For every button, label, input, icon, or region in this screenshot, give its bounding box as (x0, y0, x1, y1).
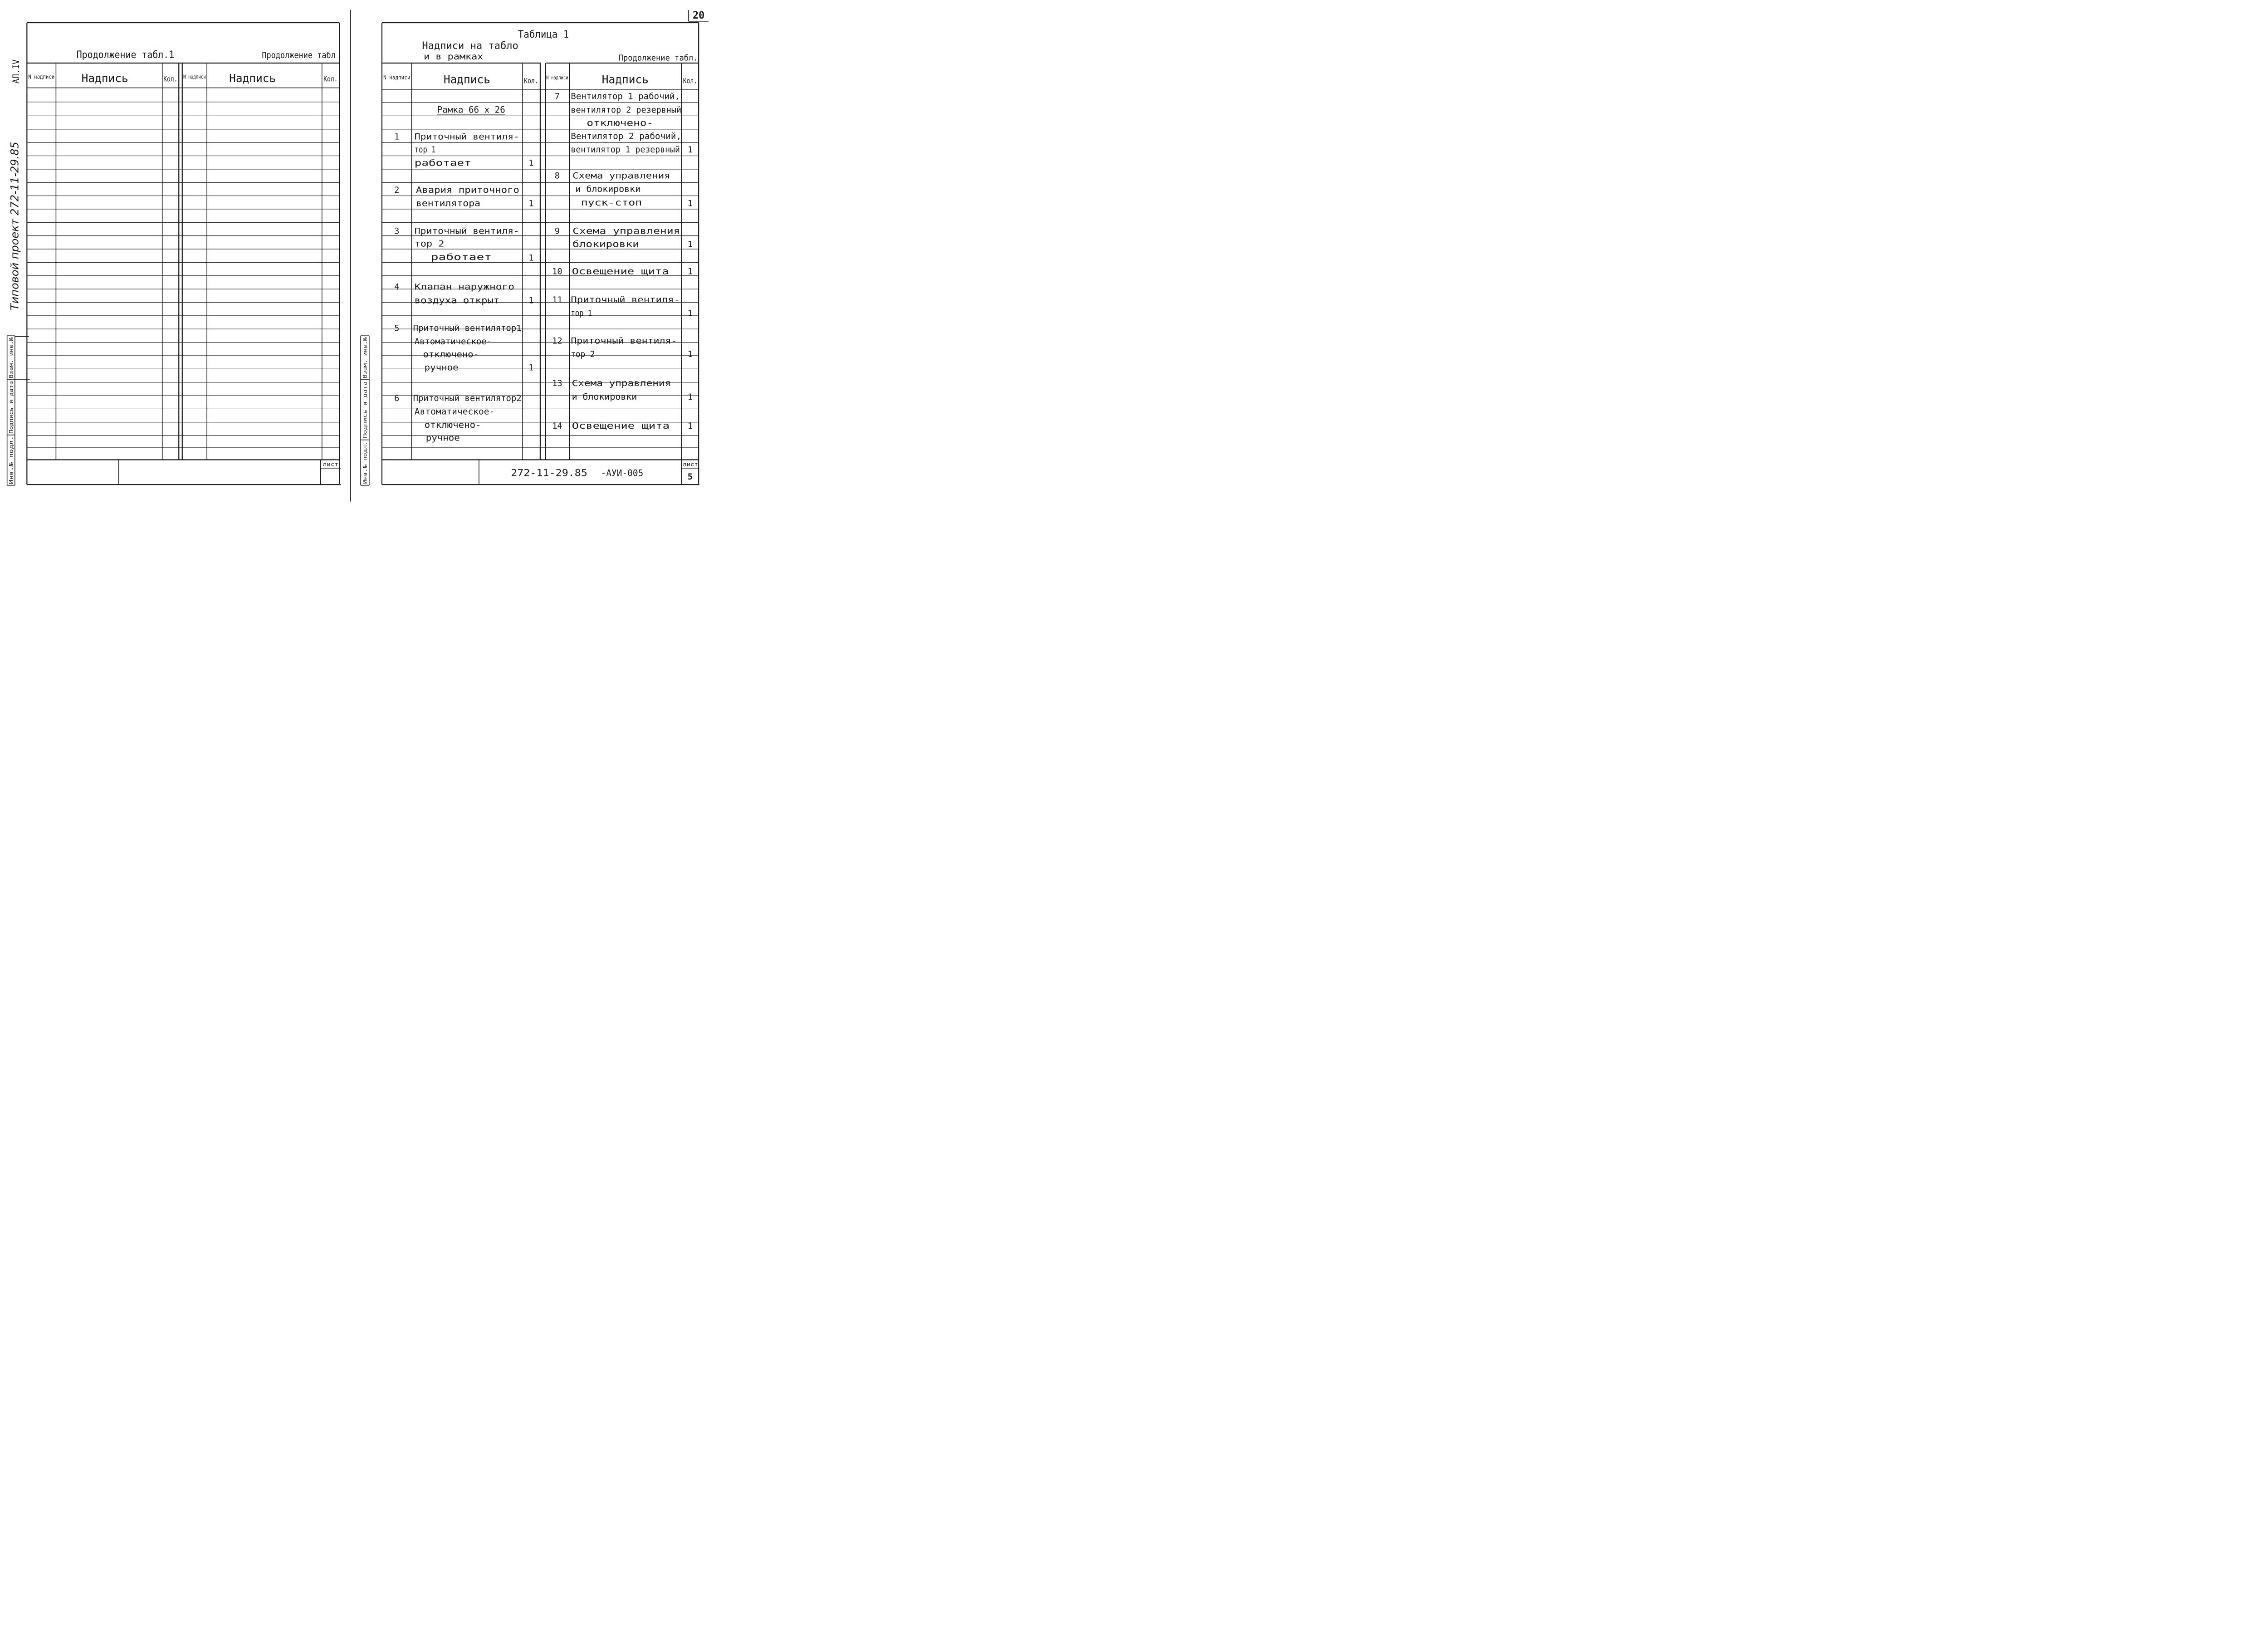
row-number: 13 (552, 379, 562, 389)
row-qty: 1 (687, 308, 693, 318)
row-text: и блокировки (575, 185, 641, 195)
left-col-number-header-2: N надписи (183, 73, 206, 80)
left-row-rules (27, 102, 339, 448)
left-margin-code: АЛ.IV (11, 57, 22, 84)
row-qty: 1 (687, 267, 693, 277)
row-text: воздуха открыт (414, 296, 500, 306)
left-margin-project: Типовой проект 272-11-29.85 (8, 139, 21, 310)
row-text: тор 1 (414, 145, 436, 155)
right-col-text-header: Надпись (443, 73, 490, 86)
row-text: Приточный вентилятор2 (413, 393, 522, 403)
row-number: 2 (394, 185, 400, 195)
row-text: работает (414, 158, 471, 168)
frame-size-caption: Рамка 66 х 26 (437, 104, 505, 115)
row-qty: 1 (687, 199, 693, 209)
right-col-text-header-2: Надпись (601, 73, 649, 86)
row-qty: 1 (687, 145, 693, 155)
left-table-rows (394, 132, 533, 443)
left-col-qty-header: Кол. (163, 74, 178, 83)
left-col-text-header-2: Надпись (229, 72, 276, 85)
row-qty: 1 (528, 158, 534, 168)
row-text: вентилятор 2 резервный (571, 105, 682, 115)
row-text: отключено- (424, 421, 481, 431)
row-text: Схема управления (572, 226, 680, 236)
right-stamp-signature-date: Подпись и дата (362, 392, 368, 438)
row-number: 5 (394, 323, 400, 333)
drawing-sheet (0, 0, 711, 510)
row-text: тор 2 (571, 350, 595, 360)
row-text: блокировки (572, 240, 639, 250)
right-stamp-replaced-inventory: Взам. инв.№ (362, 342, 368, 378)
right-table-subtitle: Надписи на табло (422, 39, 518, 52)
row-text: Приточный вентилятор1 (413, 323, 522, 333)
row-number: 6 (394, 393, 400, 403)
row-qty: 1 (687, 240, 693, 250)
row-number: 14 (552, 421, 562, 431)
row-text: Освещение щита (572, 421, 670, 431)
right-col-number-header-2: N надписи (546, 74, 568, 81)
row-number: 12 (552, 336, 562, 346)
document-code-suffix: -АУИ-005 (601, 468, 644, 479)
right-col-number-header: N надписи (383, 73, 411, 81)
row-qty: 1 (528, 199, 534, 209)
right-continuation-label: Продолжение табл. (618, 54, 698, 63)
left-page (7, 23, 341, 485)
row-number: 3 (394, 226, 400, 236)
row-text: Схема управления (572, 379, 671, 389)
row-text: вентилятора (415, 199, 481, 209)
row-text: Вентилятор 2 рабочий, (571, 132, 682, 142)
left-stamp-signature-date: Подпись и дата (8, 388, 15, 434)
right-table-subtitle-2: и в рамках (424, 51, 484, 62)
row-text: отключено- (423, 350, 479, 360)
left-col-qty-header-2: Кол. (323, 74, 338, 83)
row-text: Вентилятор 1 рабочий, (571, 92, 680, 102)
left-sheet-label: лист (323, 461, 339, 468)
row-text: Приточный вентиля- (414, 226, 519, 236)
row-number: 9 (554, 226, 560, 236)
row-number: 1 (394, 132, 400, 142)
row-text: Освещение щита (572, 267, 669, 277)
row-text: тор 2 (414, 239, 445, 249)
sheet-number: 5 (687, 472, 693, 482)
row-number: 7 (554, 92, 560, 102)
row-qty: 1 (528, 253, 534, 263)
left-heading-continuation: Продолжение табл.1 (76, 49, 175, 61)
row-qty: 1 (687, 421, 693, 431)
row-qty: 1 (528, 363, 534, 373)
left-col-number-header: N надписи (28, 73, 55, 80)
left-stamp-replaced-inventory: Взам. инв.№ (8, 342, 15, 378)
left-col-text-header: Надпись (81, 72, 128, 85)
row-text: Авария приточного (415, 185, 519, 195)
right-table-title: Таблица 1 (518, 28, 569, 40)
left-heading-continuation-right: Продолжение табл (262, 51, 336, 61)
row-text: Приточный вентиля- (571, 336, 677, 346)
row-text: Автоматическое- (414, 407, 495, 417)
row-number: 4 (394, 282, 400, 292)
right-stamp-original-inventory: Инв.№ подл. (362, 448, 368, 484)
row-text: тор 1 (571, 308, 592, 318)
row-text: Приточный вентиля- (414, 132, 519, 142)
page-number: 20 (693, 10, 705, 22)
row-text: отключено- (587, 118, 654, 128)
right-page (361, 23, 699, 485)
row-qty: 1 (687, 350, 693, 360)
right-sheet-label: лист (683, 461, 698, 468)
left-stamp-original-inventory: Инв.№ подл. (8, 448, 15, 484)
row-number: 10 (552, 267, 562, 277)
row-number: 8 (554, 171, 560, 181)
row-text: Схема управления (572, 171, 670, 181)
document-code: 272-11-29.85 (511, 467, 587, 479)
row-text: и блокировки (572, 392, 637, 402)
row-text: ручное (424, 363, 459, 373)
row-number: 11 (552, 295, 562, 305)
row-text: Автоматическое- (414, 337, 492, 347)
row-text: Клапан наружного (414, 282, 515, 292)
row-text: Приточный вентиля- (571, 295, 680, 305)
right-col-qty-header: Кол. (524, 76, 538, 85)
row-text: пуск-стоп (581, 198, 642, 208)
row-text: ручное (425, 433, 460, 443)
row-text: работает (430, 253, 492, 263)
row-text: вентилятор 1 резервный (571, 145, 680, 155)
row-qty: 1 (528, 296, 534, 306)
row-qty: 1 (687, 392, 693, 402)
right-col-qty-header-2: Кол. (683, 76, 698, 85)
